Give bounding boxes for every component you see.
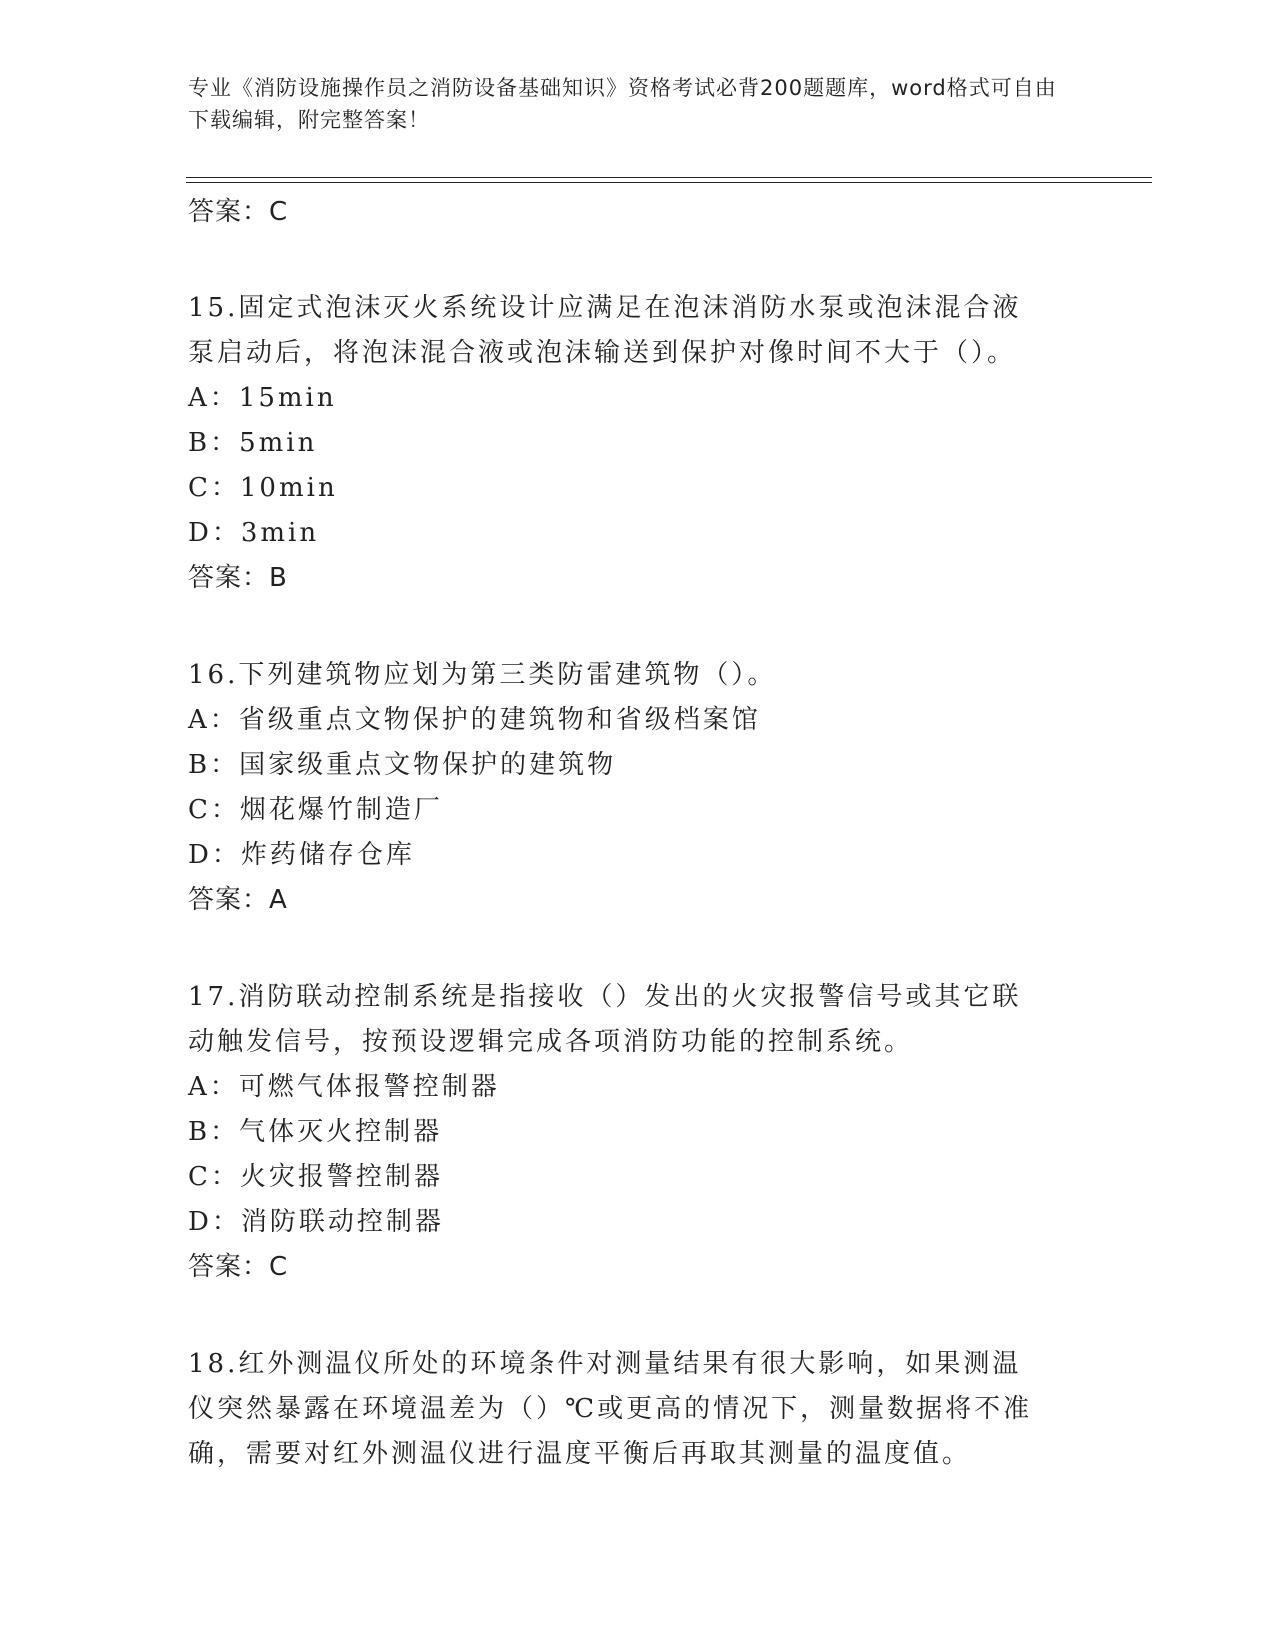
option-d: D：炸药储存仓库: [188, 840, 415, 870]
answer: 答案：C: [188, 1252, 289, 1282]
previous-answer: 答案：C: [188, 197, 289, 227]
option-b: B：国家级重点文物保护的建筑物: [188, 750, 617, 780]
option-b: B：5min: [188, 428, 318, 458]
document-header: 专业《消防设施操作员之消防设备基础知识》资格考试必背200题题库，word格式可自由下载编辑，附完整答案！: [188, 76, 1057, 132]
question-stem: 17.消防联动控制系统是指接收（）发出的火灾报警信号或其它联动触发信号，按预设逻辑完成各项消防功能的控制系统。: [188, 982, 1022, 1057]
question-15: [188, 286, 1088, 600]
question-list: [188, 190, 1088, 1477]
option-a: A：可燃气体报警控制器: [188, 1072, 500, 1102]
option-c: C：火灾报警控制器: [188, 1162, 443, 1192]
option-a: A：15min: [188, 383, 337, 413]
option-a: A：省级重点文物保护的建筑物和省级档案馆: [188, 705, 761, 735]
question-17: [188, 975, 1088, 1289]
answer: 答案：B: [188, 563, 288, 593]
option-d: D：3min: [188, 518, 320, 548]
option-c: C：烟花爆竹制造厂: [188, 795, 443, 825]
question-18: [188, 1342, 1088, 1477]
option-d: D：消防联动控制器: [188, 1207, 444, 1237]
option-c: C：10min: [188, 473, 338, 503]
header-divider: [186, 177, 1152, 183]
question-stem: 18.红外测温仪所处的环境条件对测量结果有很大影响，如果测温仪突然暴露在环境温差为（）℃或更高的情况下，测量数据将不准确，需要对红外测温仪进行温度平衡后再取其测量的温度值。: [188, 1349, 1033, 1469]
question-stem: 15.固定式泡沫灭火系统设计应满足在泡沫消防水泵或泡沫混合液泵启动后，将泡沫混合液或泡沫输送到保护对像时间不大于（）。: [188, 293, 1022, 368]
answer: 答案：A: [188, 885, 288, 915]
question-stem: 16.下列建筑物应划为第三类防雷建筑物（）。: [188, 660, 777, 690]
question-16: [188, 653, 1088, 922]
option-b: B：气体灭火控制器: [188, 1117, 443, 1147]
